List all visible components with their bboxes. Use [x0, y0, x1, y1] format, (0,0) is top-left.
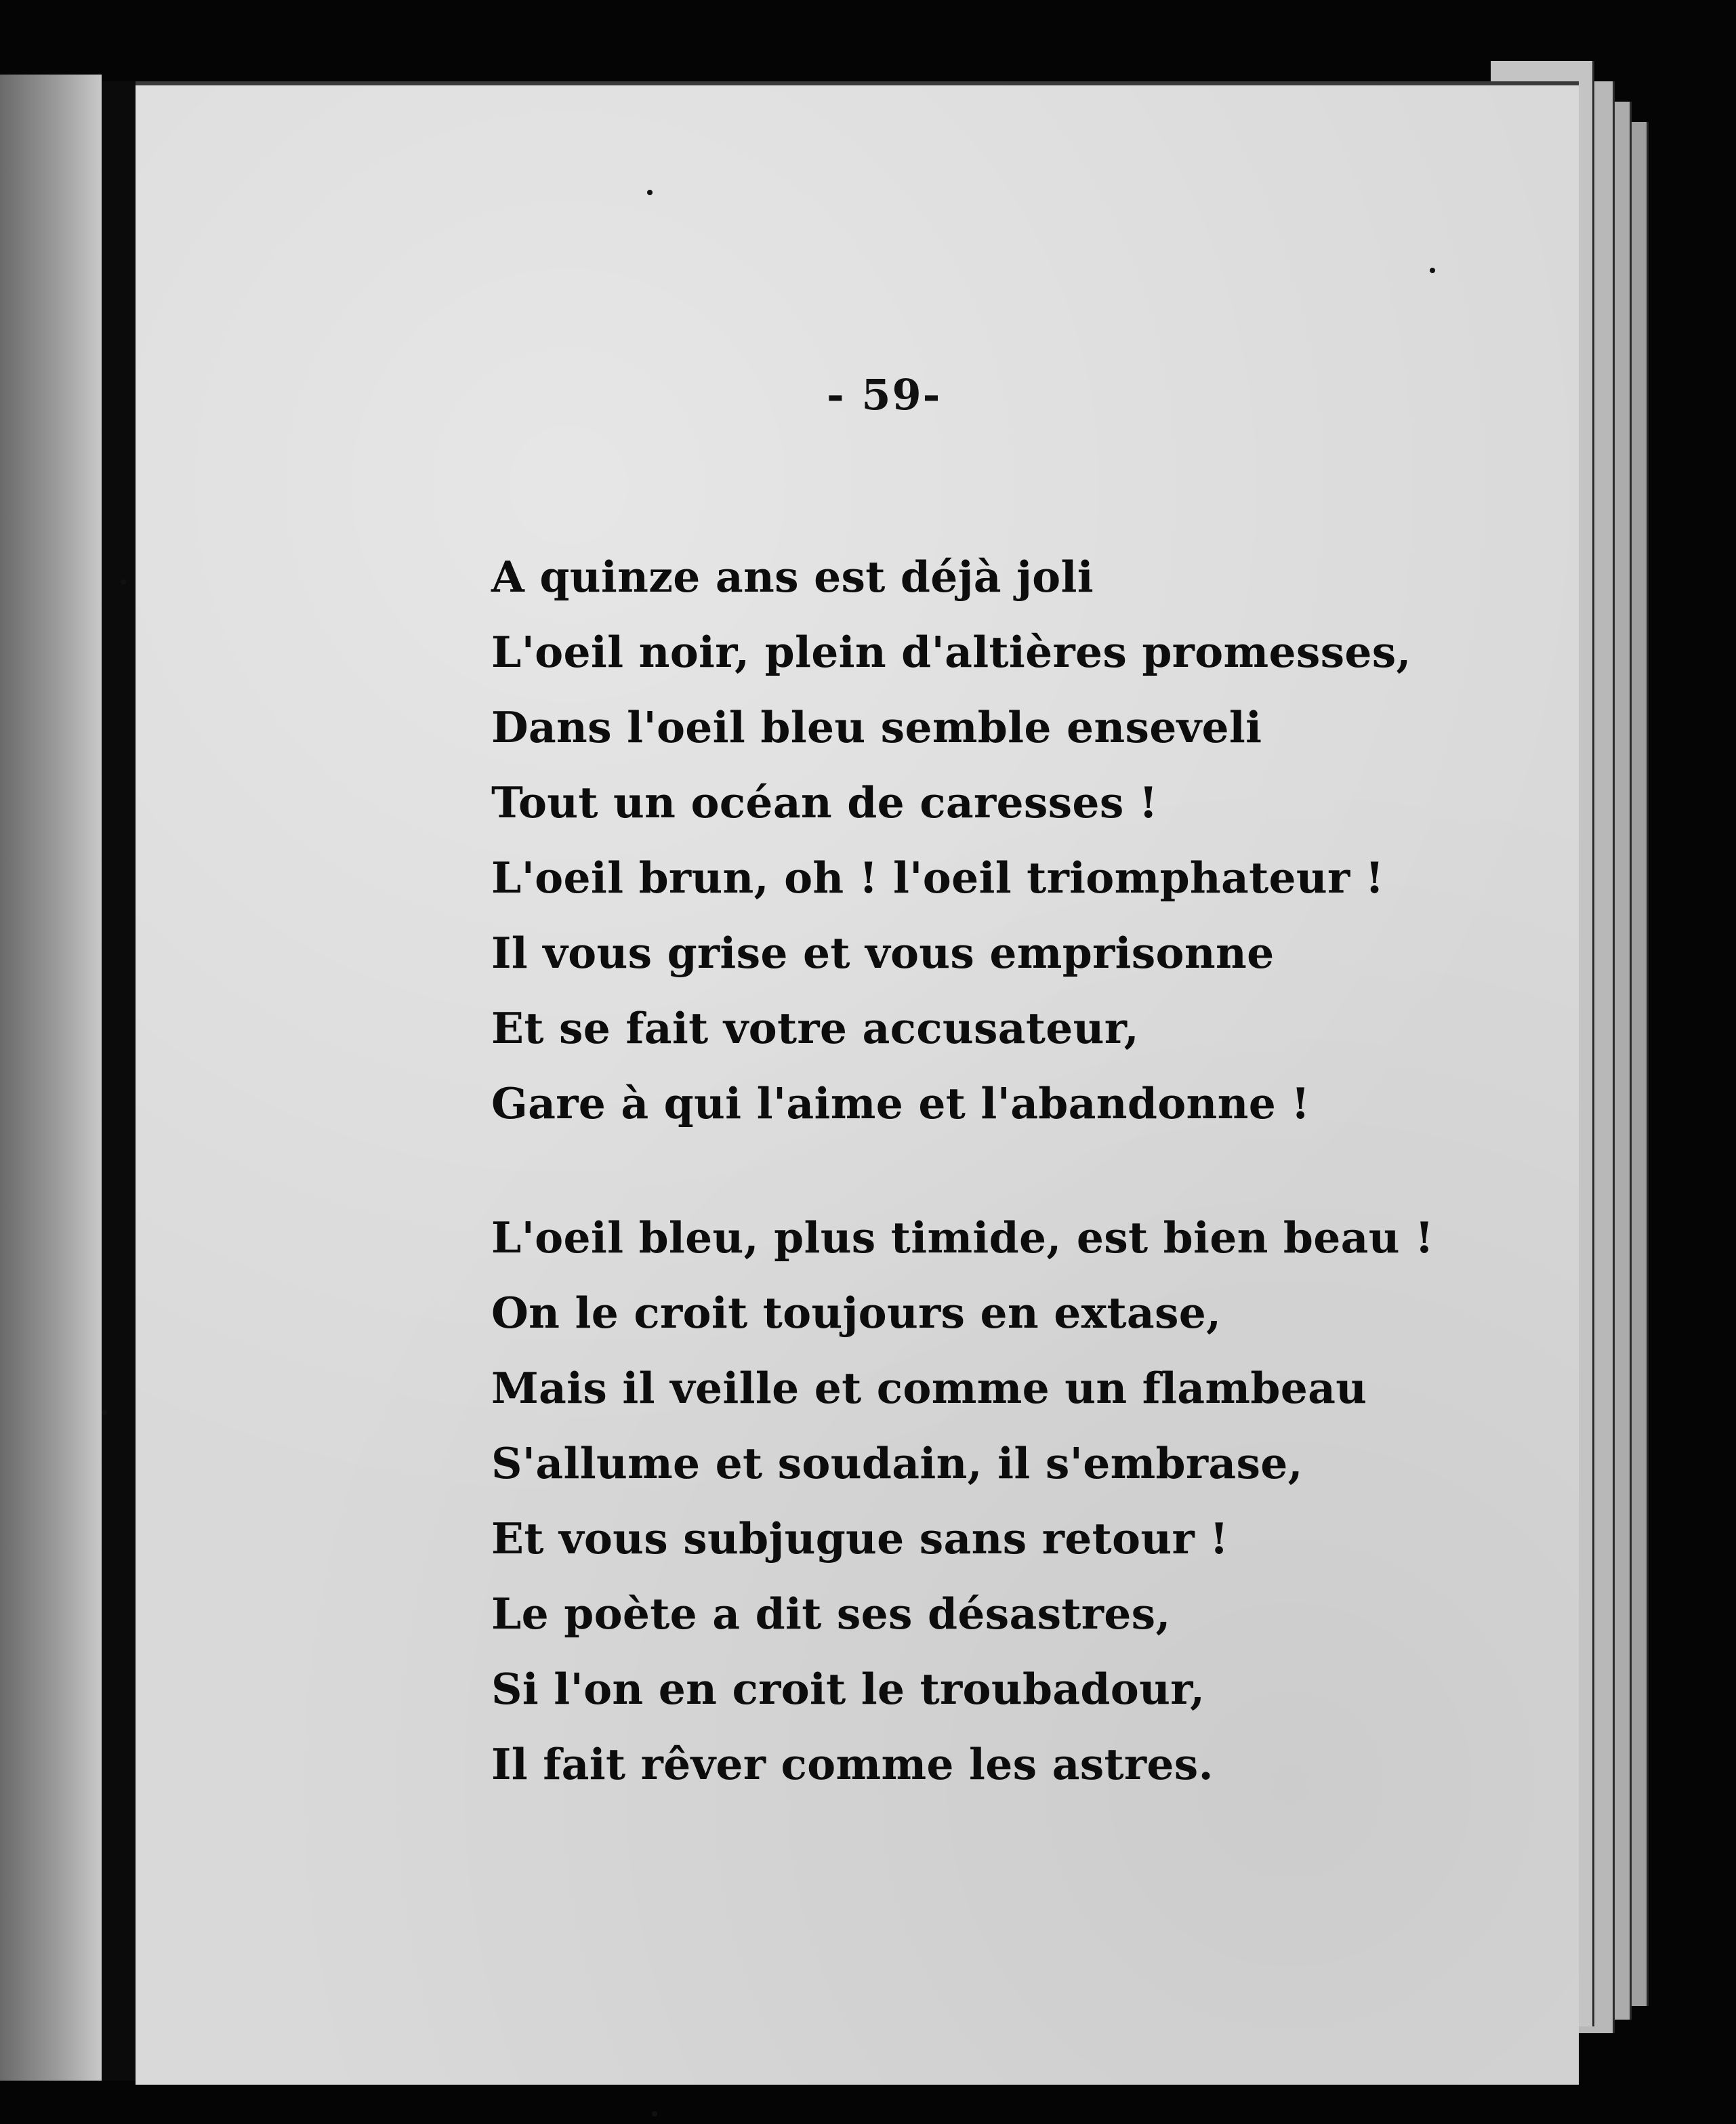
- verse-line: On le croit toujours en extase,: [491, 1288, 1222, 1338]
- scan-speck: [1430, 268, 1435, 273]
- verse-line: Dans l'oeil bleu semble enseveli: [491, 702, 1262, 752]
- verse-line: Mais il veille et comme un flambeau: [491, 1363, 1367, 1413]
- verse-line: Et vous subjugue sans retour !: [491, 1513, 1229, 1564]
- verse-line: S'allume et soudain, il s'embrase,: [491, 1438, 1303, 1488]
- verse-line: Le poète a dit ses désastres,: [491, 1589, 1171, 1639]
- book-gutter: [102, 81, 140, 2081]
- verse-line: Il vous grise et vous emprisonne: [491, 928, 1275, 978]
- stanza-1: [491, 539, 1411, 1141]
- scan-speck: [121, 579, 126, 585]
- verse-line: L'oeil noir, plein d'altières promesses,: [491, 627, 1411, 677]
- verse-line: Et se fait votre accusateur,: [491, 1003, 1139, 1053]
- book-page: [136, 81, 1579, 2085]
- verse-line: Il fait rêver comme les astres.: [491, 1739, 1214, 1789]
- facing-page-edge: [0, 75, 102, 2081]
- stanza-2: [491, 1200, 1434, 1802]
- verse-line: A quinze ans est déjà joli: [491, 552, 1094, 602]
- verse-line: Gare à qui l'aime et l'abandonne !: [491, 1078, 1310, 1128]
- verse-line: Si l'on en croit le troubadour,: [491, 1664, 1205, 1714]
- verse-line: L'oeil brun, oh ! l'oeil triomphateur !: [491, 853, 1384, 903]
- scan-speck: [647, 190, 653, 195]
- scan-speck: [652, 2111, 657, 2117]
- scan-speck: [102, 1410, 107, 1415]
- page-number: - 59-: [827, 370, 942, 420]
- verse-line: L'oeil bleu, plus timide, est bien beau !: [491, 1212, 1434, 1263]
- verse-line: Tout un océan de caresses !: [491, 777, 1158, 828]
